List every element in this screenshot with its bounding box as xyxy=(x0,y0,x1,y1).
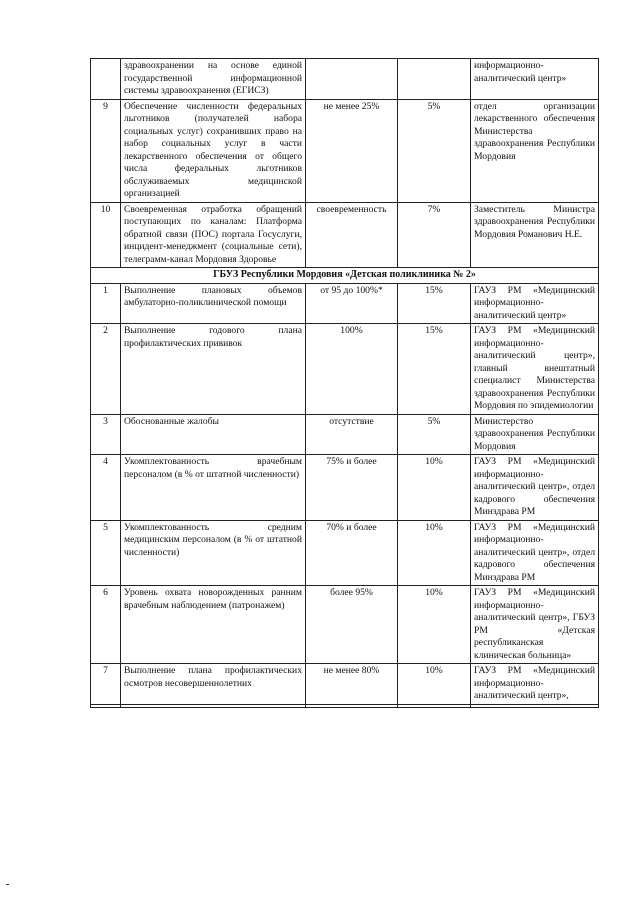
row-target xyxy=(306,59,398,100)
row-number: 4 xyxy=(91,455,121,521)
row-number xyxy=(91,59,121,100)
indicators-table xyxy=(90,58,599,708)
table-row xyxy=(91,520,599,586)
row-indicator: Выполнение годового плана профилактических прививок xyxy=(121,324,306,415)
table-row xyxy=(91,586,599,664)
table-row xyxy=(91,59,599,100)
row-source: отдел организации лекарственного обеспечения Министерства здравоохранения Республики Мордовия xyxy=(471,99,599,202)
table-row xyxy=(91,202,599,268)
row-source: ГАУЗ РМ «Медицинский информационно-аналитический центр», ГБУЗ РМ «Детская республиканская клиническая больница» xyxy=(471,586,599,664)
row-weight: 7% xyxy=(398,202,471,268)
row-indicator: Выполнение плана профилактических осмотров несовершеннолетних xyxy=(121,664,306,705)
row-indicator: Своевременная отработка обращений поступающих по каналам: Платформа обратной связи (ПОС) портала Госуслуги, инцидент-менеджмент (социальные сети), телеграмм-канал Мордовия Здоровье xyxy=(121,202,306,268)
row-weight: 10% xyxy=(398,664,471,705)
table-row xyxy=(91,414,599,455)
row-target: своевременность xyxy=(306,202,398,268)
row-target: 70% и более xyxy=(306,520,398,586)
row-number: 10 xyxy=(91,202,121,268)
row-source: ГАУЗ РМ «Медицинский информационно-аналитический центр», отдел кадрового обеспечения Минздрава РМ xyxy=(471,520,599,586)
row-target: отсутствие xyxy=(306,414,398,455)
row-number: 5 xyxy=(91,520,121,586)
row-source: ГАУЗ РМ «Медицинский информационно-аналитический центр», xyxy=(471,664,599,705)
row-indicator xyxy=(121,704,306,707)
scan-mark xyxy=(6,884,9,885)
row-weight: 10% xyxy=(398,455,471,521)
row-target: более 95% xyxy=(306,586,398,664)
row-weight: 10% xyxy=(398,586,471,664)
row-weight: 10% xyxy=(398,520,471,586)
section-title: ГБУЗ Республики Мордовия «Детская поликлиника № 2» xyxy=(91,268,599,284)
row-source: информационно-аналитический центр» xyxy=(471,59,599,100)
row-weight: 5% xyxy=(398,99,471,202)
row-source: Министерство здравоохранения Республики Мордовия xyxy=(471,414,599,455)
table-row xyxy=(91,324,599,415)
table-row xyxy=(91,704,599,707)
row-indicator: Укомплектованность врачебным персоналом (в % от штатной численности) xyxy=(121,455,306,521)
row-weight xyxy=(398,704,471,707)
row-indicator: Выполнение плановых объемов амбулаторно-поликлинической помощи xyxy=(121,283,306,324)
row-source: ГАУЗ РМ «Медицинский информационно-аналитический центр» xyxy=(471,283,599,324)
table-row xyxy=(91,455,599,521)
row-weight: 15% xyxy=(398,324,471,415)
row-target: не менее 25% xyxy=(306,99,398,202)
table-row xyxy=(91,99,599,202)
row-weight: 5% xyxy=(398,414,471,455)
row-source xyxy=(471,704,599,707)
row-target: не менее 80% xyxy=(306,664,398,705)
row-indicator: здравоохранении на основе единой государственной информационной системы здравоохранения (ЕГИСЗ) xyxy=(121,59,306,100)
row-indicator: Обеспечение численности федеральных льготников (получателей набора социальных услуг) сохранивших право на набор социальных услуг в части лекарственного обеспечения от общего числа федеральных льготников обслуживаемых медицинской организацией xyxy=(121,99,306,202)
row-number: 1 xyxy=(91,283,121,324)
row-source: Заместитель Министра здравоохранения Республики Мордовия Романович Н.Е. xyxy=(471,202,599,268)
row-number: 7 xyxy=(91,664,121,705)
row-indicator: Уровень охвата новорожденных ранним врачебным наблюдением (патронажем) xyxy=(121,586,306,664)
section-row xyxy=(91,268,599,284)
row-source: ГАУЗ РМ «Медицинский информационно-аналитический центр», главный внештатный специалист Министерства здравоохранения Республики Мордовия по эпидемиологии xyxy=(471,324,599,415)
row-indicator: Обоснованные жалобы xyxy=(121,414,306,455)
row-indicator: Укомплектованность средним медицинским персоналом (в % от штатной численности) xyxy=(121,520,306,586)
row-number: 6 xyxy=(91,586,121,664)
table-row xyxy=(91,664,599,705)
row-number: 3 xyxy=(91,414,121,455)
row-source: ГАУЗ РМ «Медицинский информационно-аналитический центр», отдел кадрового обеспечения Минздрава РМ xyxy=(471,455,599,521)
row-target: 100% xyxy=(306,324,398,415)
row-target: 75% и более xyxy=(306,455,398,521)
row-target: от 95 до 100%* xyxy=(306,283,398,324)
row-number: 2 xyxy=(91,324,121,415)
table-row xyxy=(91,283,599,324)
row-number xyxy=(91,704,121,707)
row-target xyxy=(306,704,398,707)
row-weight: 15% xyxy=(398,283,471,324)
row-number: 9 xyxy=(91,99,121,202)
row-weight xyxy=(398,59,471,100)
